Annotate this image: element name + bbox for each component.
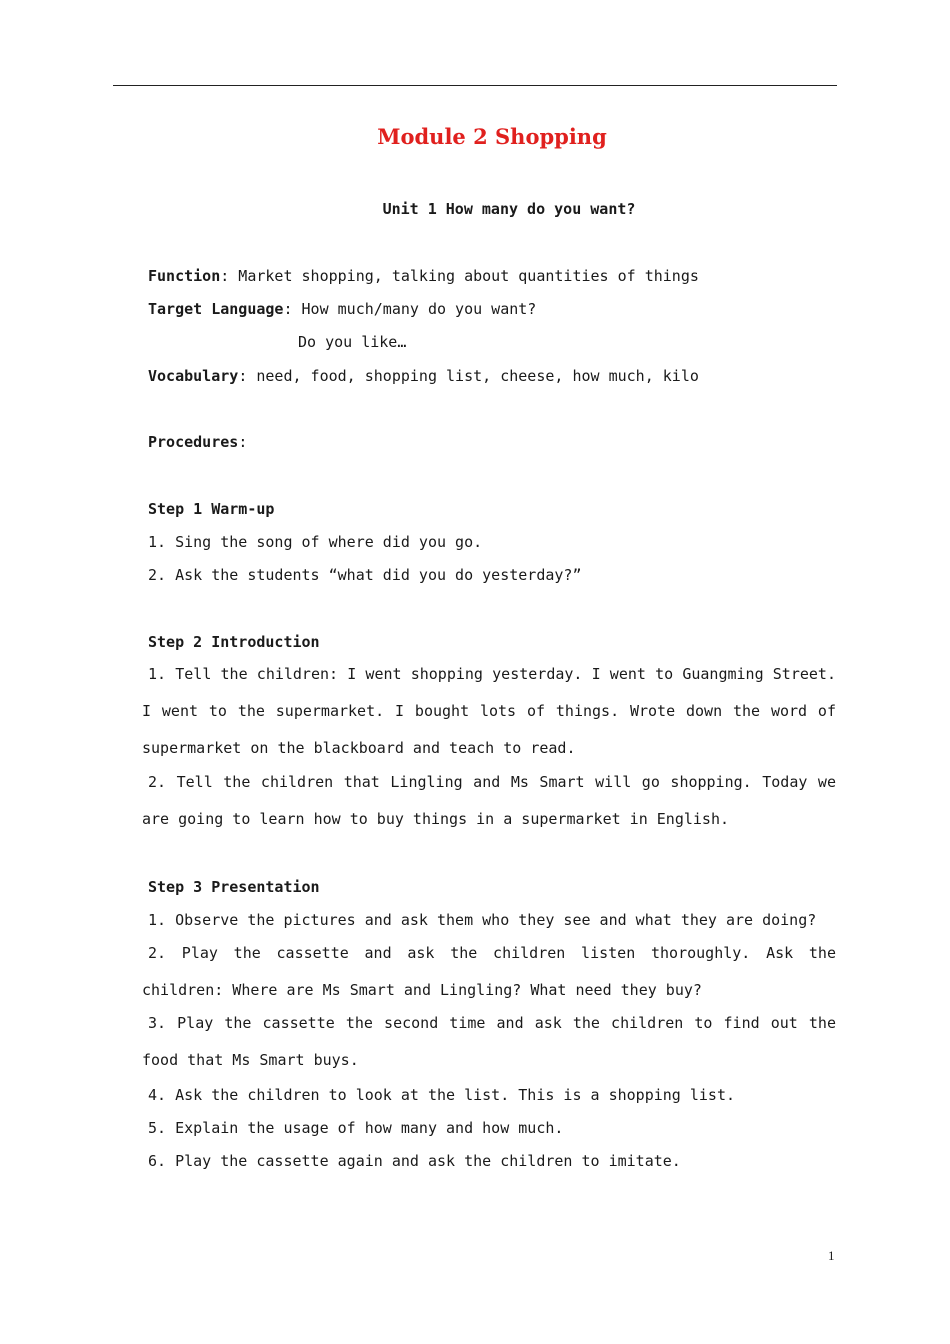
step1-item-2: 2. Ask the students “what did you do yesterday?” xyxy=(148,566,582,584)
step2-heading-text: Step 2 Introduction xyxy=(148,633,320,651)
step3-item-2 xyxy=(142,935,836,1009)
target-language-label: Target Language xyxy=(148,300,284,318)
document-title: Module 2 Shopping xyxy=(377,124,607,149)
vocabulary-line xyxy=(148,366,699,386)
procedures-colon: : xyxy=(238,433,248,451)
vocabulary-label: Vocabulary xyxy=(148,367,239,385)
target-language-text: : How much/many do you want? xyxy=(283,300,537,318)
procedures-line xyxy=(148,432,247,452)
step2-item-2 xyxy=(142,764,836,838)
step3-item-5: 5. Explain the usage of how many and how much. xyxy=(148,1119,564,1137)
target-language-continuation: Do you like… xyxy=(298,333,407,351)
step3-item-2-text: 2. Play the cassette and ask the children listen thoroughly. Ask the children: Where are Ms Smart and Lingling? What need they buy? xyxy=(142,944,836,999)
step2-item-1 xyxy=(142,656,836,767)
step2-heading xyxy=(148,632,320,652)
step3-heading xyxy=(148,877,320,897)
step1-heading xyxy=(148,499,274,519)
header-rule xyxy=(113,85,837,86)
function-line xyxy=(148,266,699,286)
step1-heading-text: Step 1 Warm-up xyxy=(148,500,275,518)
page-number: 1 xyxy=(828,1248,835,1263)
step1-item-1: 1. Sing the song of where did you go. xyxy=(148,533,483,551)
vocabulary-text: : need, food, shopping list, cheese, how much, kilo xyxy=(238,367,699,385)
step3-item-3-text: 3. Play the cassette the second time and ask the children to find out the food that Ms Smart buys. xyxy=(142,1014,836,1069)
target-language-line xyxy=(148,299,536,319)
step2-item-1-text: 1. Tell the children: I went shopping yesterday. I went to Guangming Street. I went to the supermarket. I bought lots of things. Wrote down the word of supermarket on the blackboard and teach to read. xyxy=(142,665,836,757)
step3-item-3 xyxy=(142,1005,836,1079)
function-text: : Market shopping, talking about quantities of things xyxy=(220,267,699,285)
step3-item-6: 6. Play the cassette again and ask the children to imitate. xyxy=(148,1152,681,1170)
function-label: Function xyxy=(148,267,221,285)
step3-heading-text: Step 3 Presentation xyxy=(148,878,320,896)
step3-item-1: 1. Observe the pictures and ask them who they see and what they are doing? xyxy=(148,911,817,929)
unit-subtitle: Unit 1 How many do you want? xyxy=(382,200,636,218)
step3-item-4: 4. Ask the children to look at the list. This is a shopping list. xyxy=(148,1086,735,1104)
step2-item-2-text: 2. Tell the children that Lingling and Ms Smart will go shopping. Today we are going to learn how to buy things in a supermarket in English. xyxy=(142,773,836,828)
procedures-label: Procedures xyxy=(148,433,239,451)
